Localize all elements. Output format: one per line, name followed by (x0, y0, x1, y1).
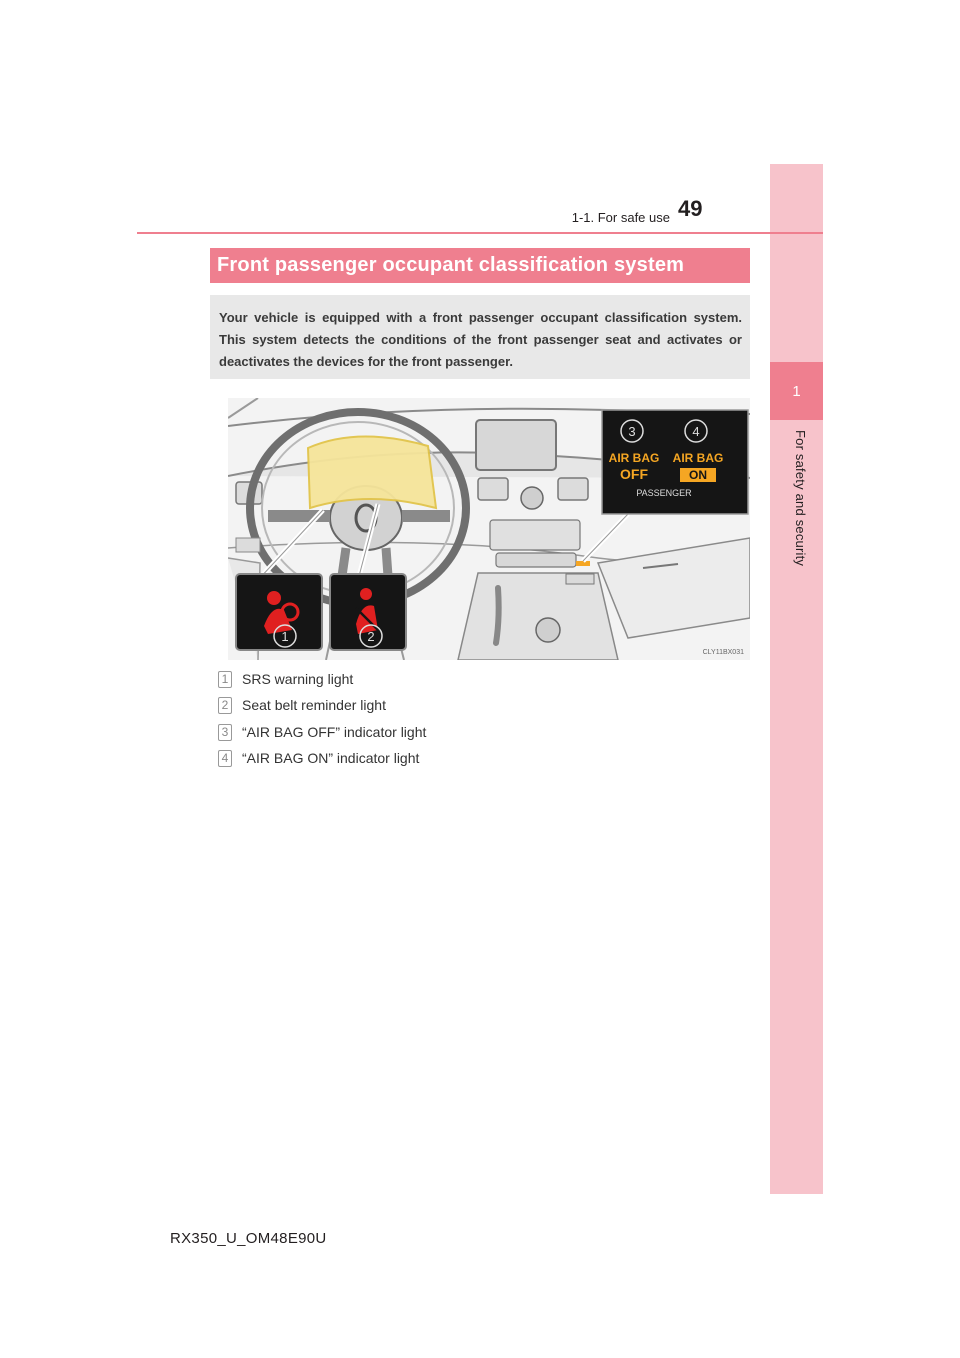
callout-1: 1 (281, 629, 289, 644)
header-divider (137, 232, 823, 234)
legend-number: 4 (218, 750, 232, 767)
intro-text: Your vehicle is equipped with a front passenger occupant classification system. This system detects the conditions of the front passenger seat and activates or deactivates the devices for the front passenger. (219, 310, 742, 369)
page-number: 49 (678, 196, 703, 221)
legend-item (218, 694, 618, 716)
section-heading: 1-1. For safe use (571, 210, 670, 225)
page-title (210, 248, 750, 283)
passenger-text: PASSENGER (636, 488, 692, 498)
legend-label: “AIR BAG OFF” indicator light (242, 724, 427, 740)
legend-number: 1 (218, 671, 232, 688)
chapter-title: For safety and security (793, 430, 808, 567)
callout-3: 3 (628, 424, 636, 439)
legend-label: Seat belt reminder light (242, 697, 386, 713)
legend-number: 3 (218, 724, 232, 741)
legend-item (218, 747, 618, 769)
figure-code: CLY11BX031 (702, 649, 744, 656)
air-bag-off-label: AIR BAG (608, 451, 660, 465)
on-text: ON (689, 468, 707, 482)
page-title-text: Front passenger occupant classification system (217, 254, 685, 276)
callout-4: 4 (692, 424, 700, 439)
legend-item (218, 721, 618, 743)
legend-number: 2 (218, 697, 232, 714)
footer-model-code: RX350_U_OM48E90U (170, 1230, 327, 1247)
intro-box (210, 295, 750, 379)
dashboard-illustration (228, 398, 750, 660)
legend-label: SRS warning light (242, 671, 354, 687)
chapter-number: 1 (792, 382, 801, 400)
off-text: OFF (620, 466, 648, 482)
callout-2: 2 (367, 629, 375, 644)
air-bag-on-label: AIR BAG (672, 451, 724, 465)
legend-item (218, 668, 618, 690)
legend-label: “AIR BAG ON” indicator light (242, 750, 420, 766)
chapter-side-tab (770, 164, 823, 1194)
